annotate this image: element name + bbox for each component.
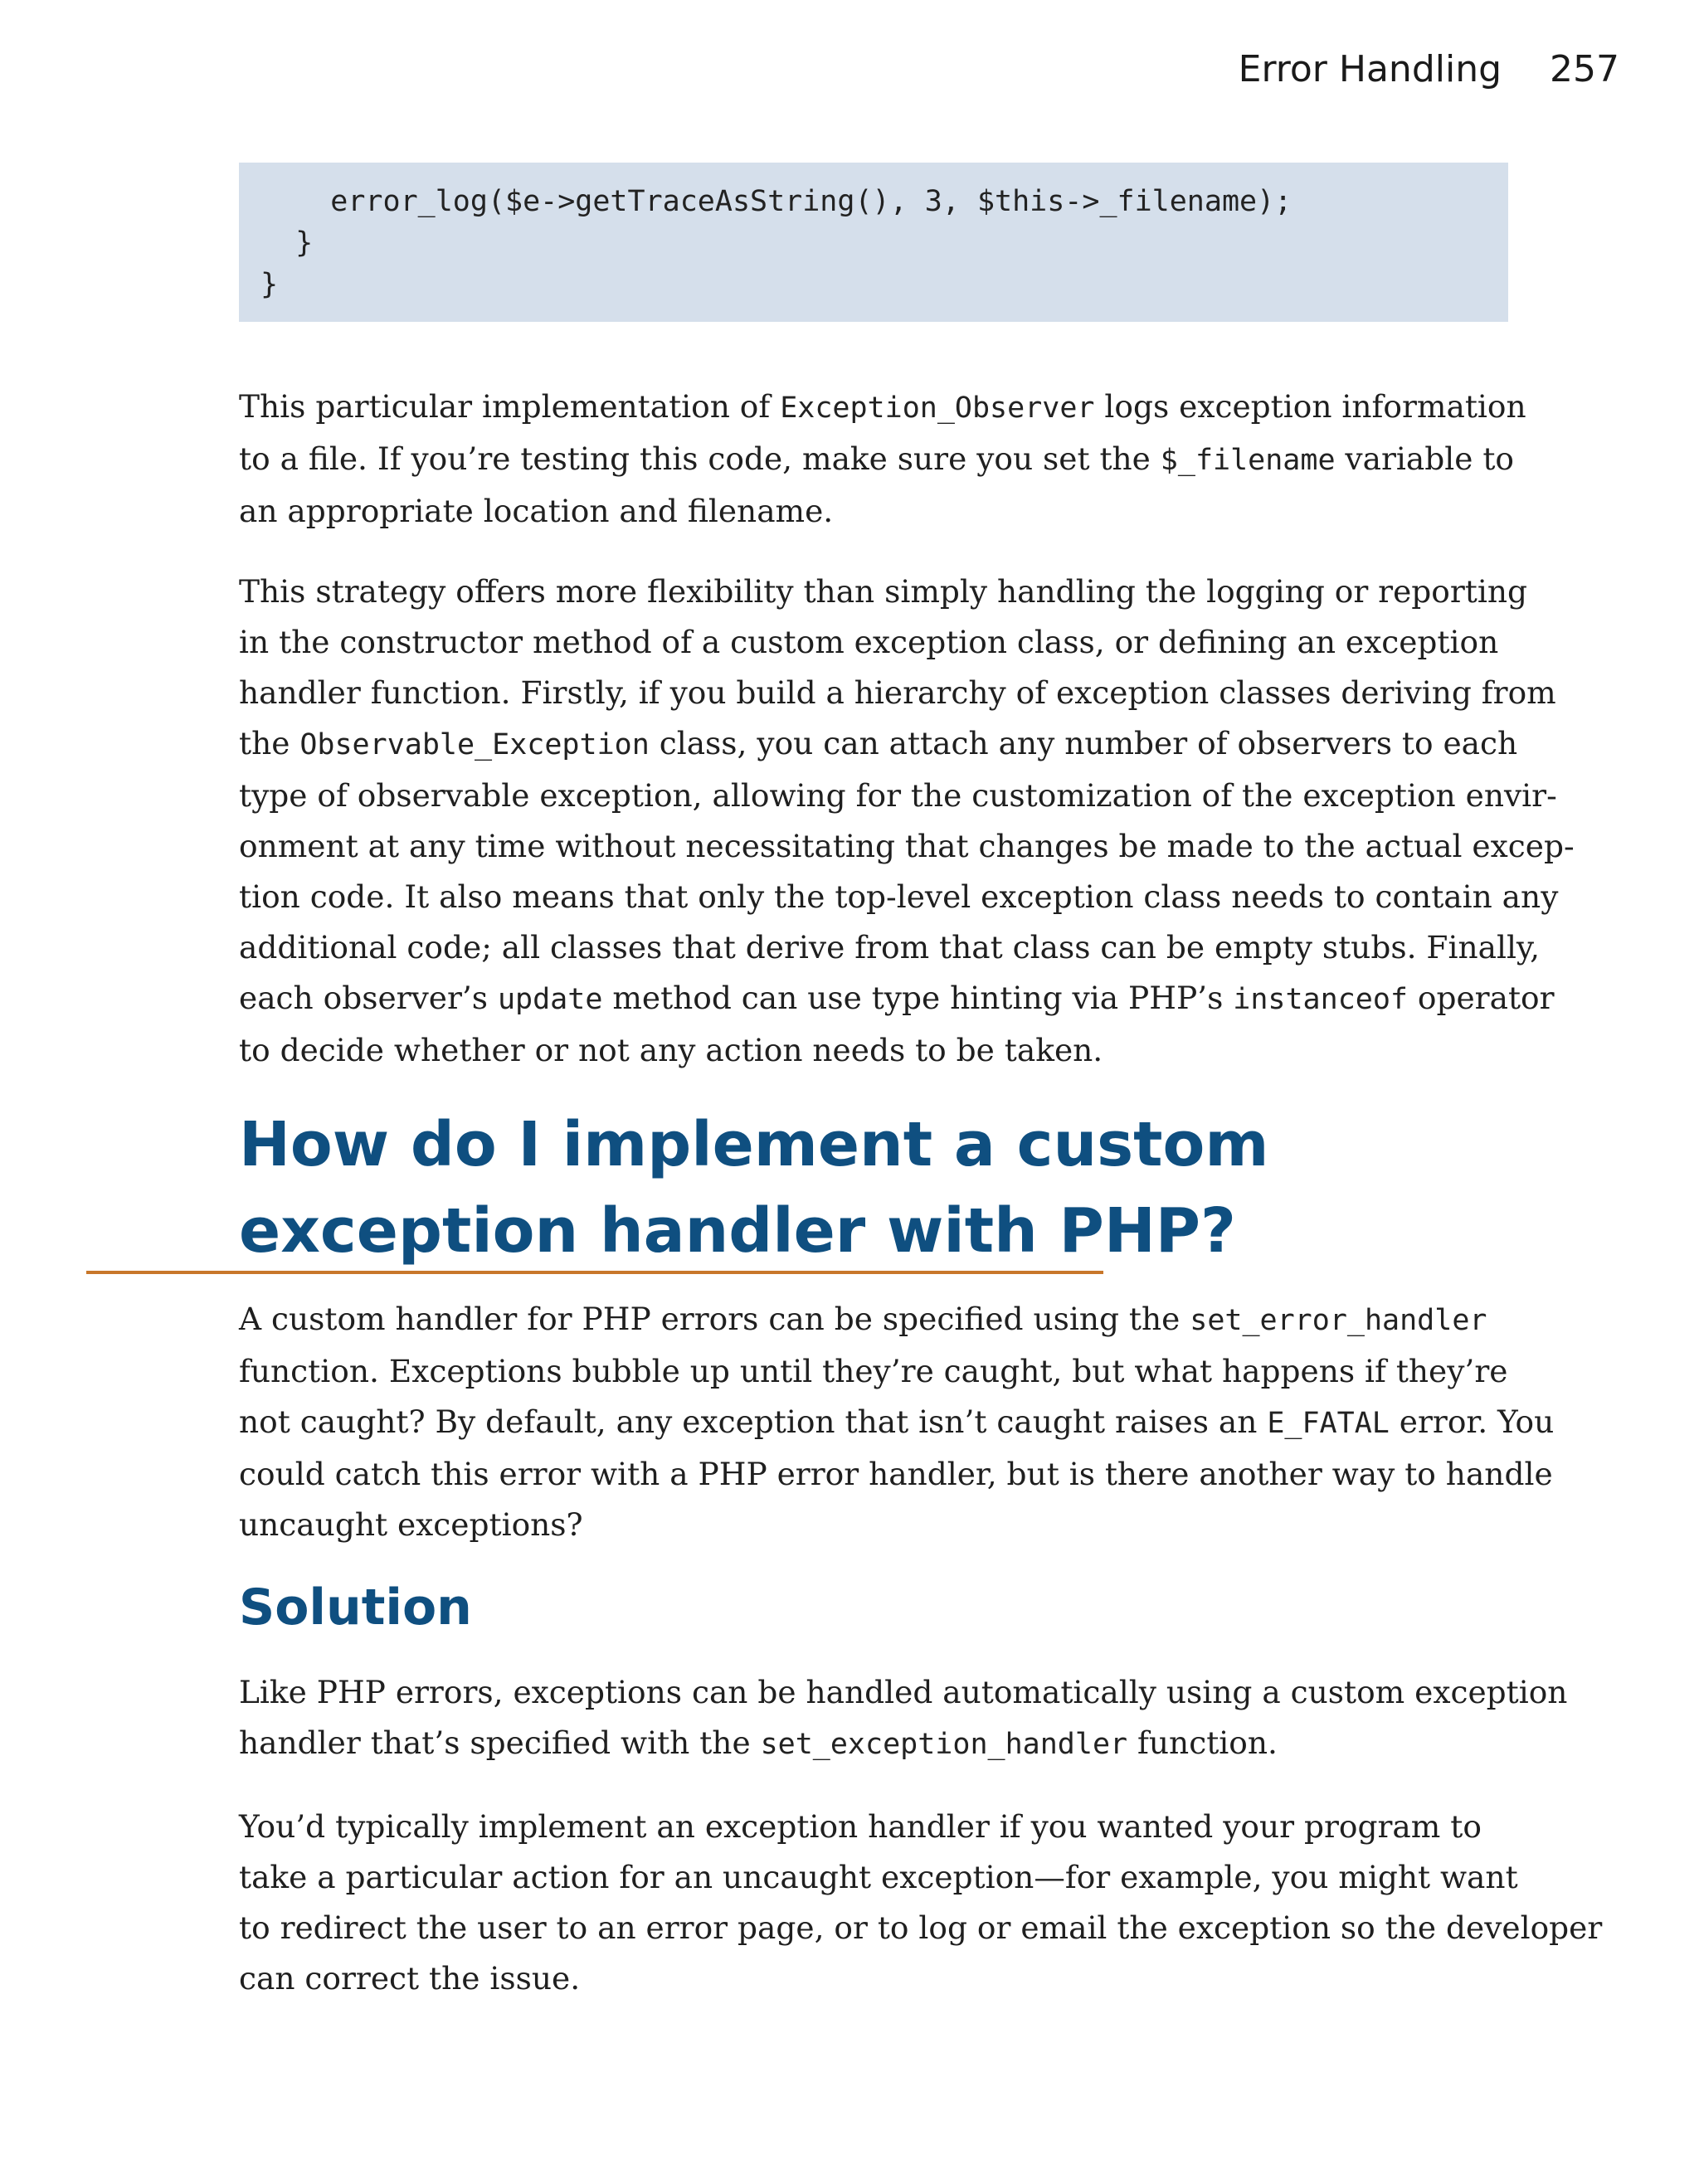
heading-rule [86,1271,1103,1274]
text-run: A custom handler for PHP errors can be specified using the [239,1301,1190,1337]
inline-code: set_error_handler [1190,1304,1487,1337]
text-line: tion code. It also means that only the top-level exception class needs to contain any [239,878,1559,915]
text-run: the [239,725,300,761]
text-line: handler function. Firstly, if you build a hierarchy of exception classes deriving from [239,674,1556,711]
section-heading [239,1102,1269,1274]
text-line: in the constructor method of a custom exception class, or defining an exception [239,624,1499,660]
text-run: variable to [1335,440,1515,477]
inline-code: instanceof [1233,983,1408,1016]
inline-code: Exception_Observer [780,392,1095,425]
paragraph-usage [239,1802,1603,2004]
text-run: not caught? By default, any exception that isn’t caught raises an [239,1403,1268,1440]
text-run: error. You [1389,1403,1555,1440]
text-run: operator [1407,980,1555,1016]
text-run: each observer’s [239,980,498,1016]
text-line: could catch this error with a PHP error handler, but is there another way to handle [239,1456,1553,1492]
text-run: handler that’s specified with the [239,1724,761,1761]
text-line: can correct the issue. [239,1960,581,1997]
text-line: to decide whether or not any action needs to be taken. [239,1032,1103,1068]
text-line: type of observable exception, allowing for the customization of the exception envir- [239,777,1557,814]
running-header [1239,48,1619,90]
section-heading-line: How do I implement a custom [239,1109,1269,1180]
text-run: logs exception information [1094,388,1526,425]
text-line: Like PHP errors, exceptions can be handled automatically using a custom exception [239,1674,1568,1710]
text-run: to a file. If you’re testing this code, make sure you set the [239,440,1161,477]
text-line: to redirect the user to an error page, or to log or email the exception so the developer [239,1909,1603,1946]
text-run: class, you can attach any number of observers to each [649,725,1518,761]
text-line: take a particular action for an uncaught exception—for example, you might want [239,1859,1518,1895]
paragraph-solution [239,1667,1568,1770]
text-line: onment at any time without necessitating that changes be made to the actual excep- [239,828,1575,864]
inline-code: Observable_Exception [299,728,650,761]
text-line: You’d typically implement an exception handler if you wanted your program to [239,1808,1482,1845]
text-line: function. Exceptions bubble up until they’re caught, but what happens if they’re [239,1353,1508,1389]
code-line: error_log($e->getTraceAsString(), 3, $this->_filename); [260,185,1293,218]
text-run: method can use type hinting via PHP’s [602,980,1234,1016]
section-heading-line: exception handler with PHP? [239,1195,1236,1267]
text-line: This strategy offers more flexibility than simply handling the logging or reporting [239,573,1528,610]
paragraph-strategy [239,567,1575,1076]
code-listing [239,163,1508,322]
text-line: uncaught exceptions? [239,1506,583,1543]
inline-code: $_filename [1160,444,1336,477]
page-number: 257 [1550,48,1619,90]
code-line: } [260,226,314,260]
text-line: an appropriate location and filename. [239,493,834,529]
paragraph-observer-intro [239,382,1526,537]
text-run: This particular implementation of [239,388,781,425]
inline-code: E_FATAL [1267,1407,1390,1440]
text-line: additional code; all classes that derive from that class can be empty stubs. Finally, [239,929,1541,966]
solution-heading: Solution [239,1578,472,1637]
inline-code: update [497,983,603,1016]
section-title: Error Handling [1238,48,1502,90]
inline-code: set_exception_handler [760,1728,1128,1761]
text-run: function. [1127,1724,1278,1761]
paragraph-problem [239,1294,1555,1550]
code-line: } [260,268,279,301]
